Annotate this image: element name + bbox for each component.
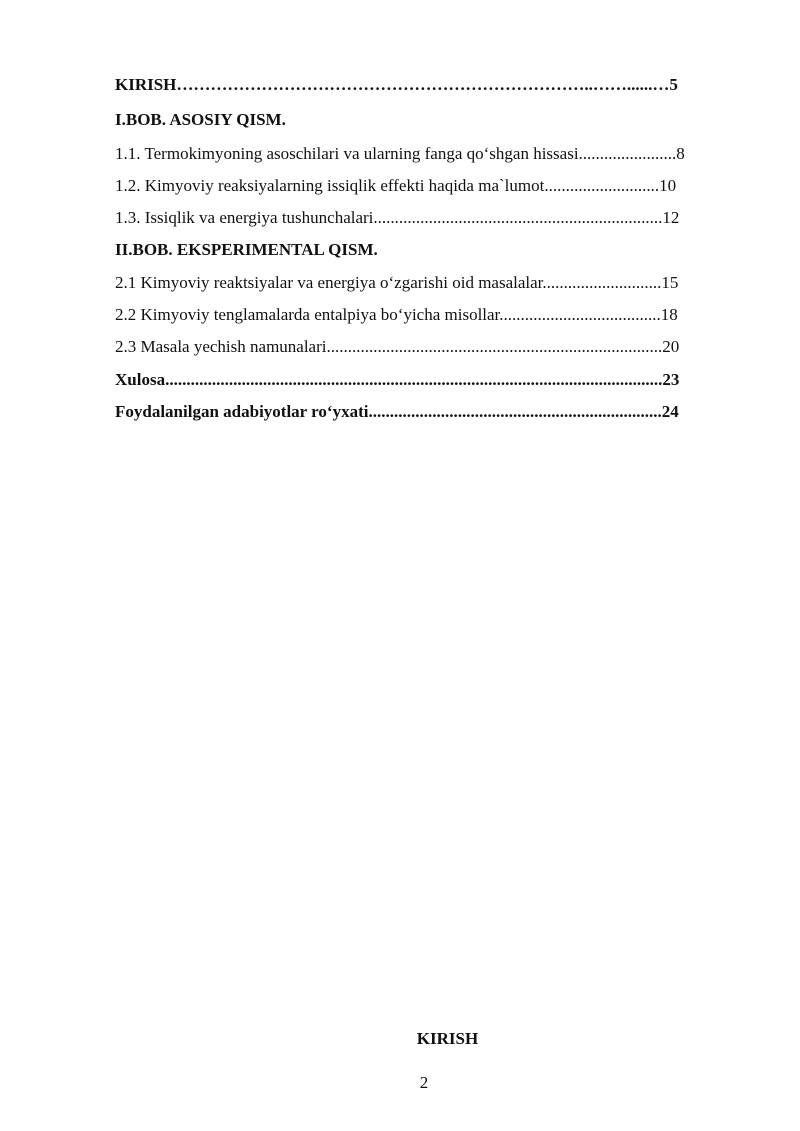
toc-entry-2-2[interactable]: 2.2 Kimyoviy tenglamalarda entalpiya bo‘yicha misollar......................................18 — [115, 305, 678, 324]
toc-entry-1-2[interactable]: 1.2. Kimyoviy reaksiyalarning issiqlik effekti haqida ma`lumot...........................10 — [115, 176, 677, 195]
toc-entry-xulosa[interactable]: Xulosa.....................................................................................................................23 — [115, 370, 680, 389]
page-number: 2 — [419, 1073, 429, 1092]
toc-entry-2-3[interactable]: 2.3 Masala yechish namunalari...............................................................................20 — [115, 337, 680, 356]
section-heading-kirish: KIRISH — [416, 1029, 479, 1048]
toc-entry-adabiyotlar[interactable]: Foydalanilgan adabiyotlar ro‘yxati.....................................................................24 — [115, 402, 679, 421]
toc-entry-kirish[interactable]: KIRISH………………………………………………………………..……......…5 — [115, 75, 678, 94]
toc-entry-1-1[interactable]: 1.1. Termokimyoning asoschilari va ularning fanga qo‘shgan hissasi.......................8 — [115, 144, 685, 163]
toc-entry-2-1[interactable]: 2.1 Kimyoviy reaktsiyalar va energiya o‘zgarishi oid masalalar............................15 — [115, 273, 679, 292]
toc-chapter-2-heading[interactable]: II.BOB. EKSPERIMENTAL QISM. — [115, 240, 378, 259]
toc-chapter-1-heading[interactable]: I.BOB. ASOSIY QISM. — [115, 110, 286, 129]
toc-entry-1-3[interactable]: 1.3. Issiqlik va energiya tushunchalari....................................................................12 — [115, 208, 680, 227]
